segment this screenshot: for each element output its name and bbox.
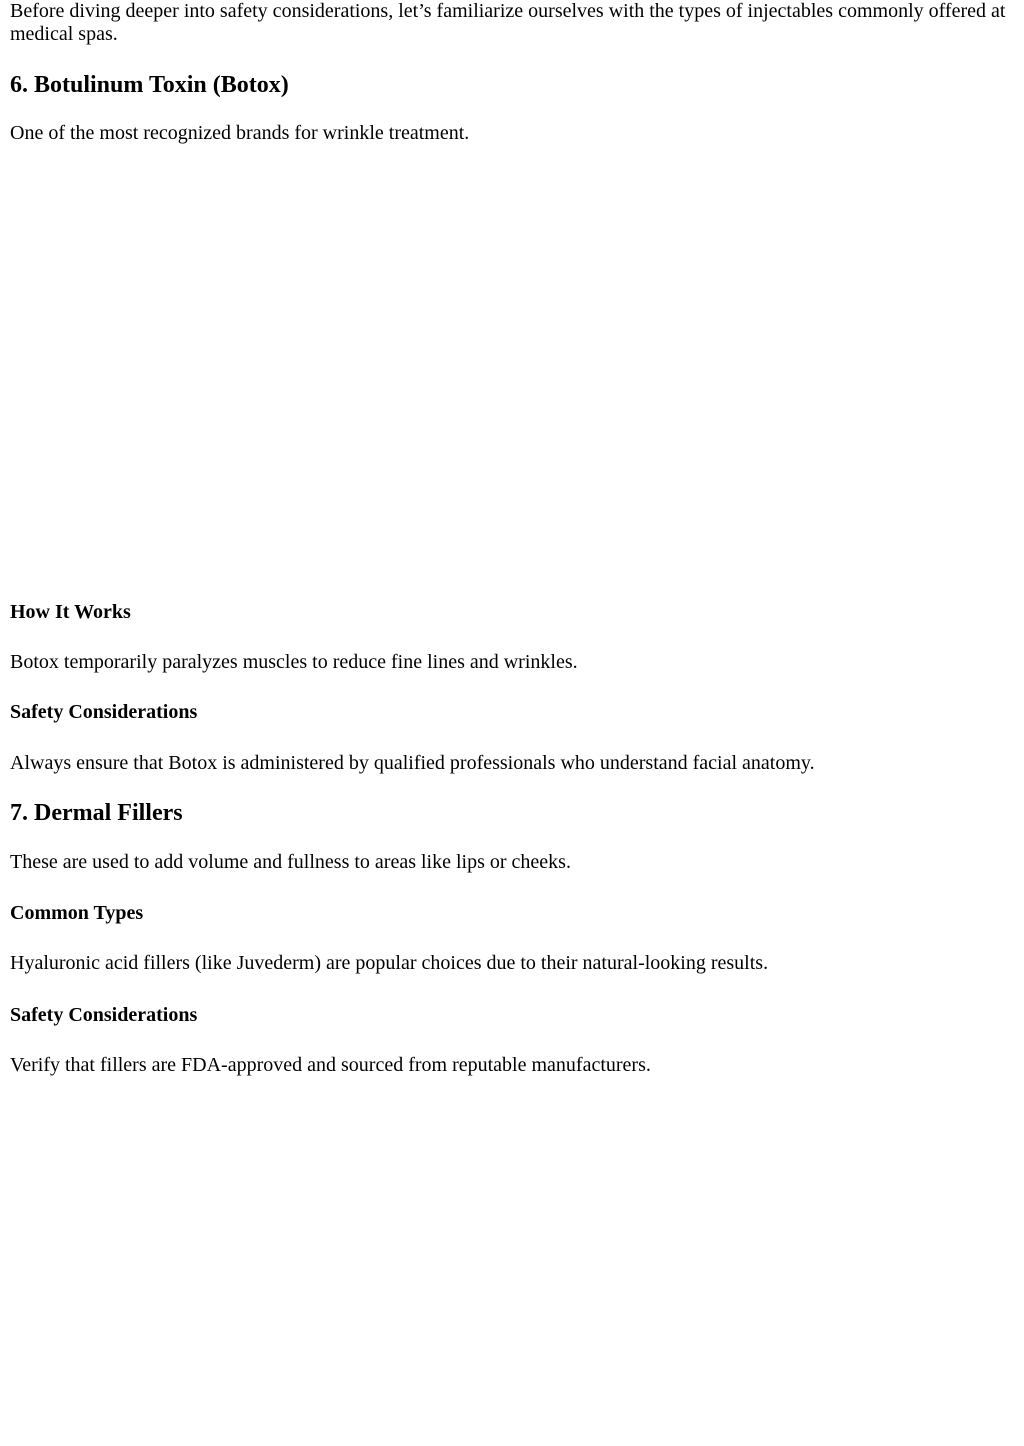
section-heading-botox: 6. Botulinum Toxin (Botox): [10, 72, 289, 98]
paragraph-common-types: Hyaluronic acid fillers (like Juvederm) are popular choices due to their natural-looking results.: [10, 952, 769, 974]
paragraph-fillers-safety: Verify that fillers are FDA-approved and sourced from reputable manufacturers.: [10, 1054, 651, 1076]
subheading-fillers-safety: Safety Considerations: [10, 1004, 198, 1026]
subheading-botox-safety: Safety Considerations: [10, 701, 198, 723]
subheading-common-types: Common Types: [10, 902, 144, 924]
section-lead-dermal-fillers: These are used to add volume and fullness to areas like lips or cheeks.: [10, 851, 571, 873]
paragraph-how-it-works: Botox temporarily paralyzes muscles to reduce fine lines and wrinkles.: [10, 651, 578, 673]
intro-paragraph: Before diving deeper into safety considerations, let’s familiarize ourselves with the types of injectables commonly offered at medical spas.: [10, 0, 1006, 45]
section-lead-botox: One of the most recognized brands for wrinkle treatment.: [10, 122, 470, 144]
subheading-how-it-works: How It Works: [10, 601, 131, 623]
section-heading-dermal-fillers: 7. Dermal Fillers: [10, 800, 183, 826]
paragraph-botox-safety: Always ensure that Botox is administered by qualified professionals who understand facial anatomy.: [10, 752, 815, 774]
blank-media-area: [10, 150, 1010, 590]
